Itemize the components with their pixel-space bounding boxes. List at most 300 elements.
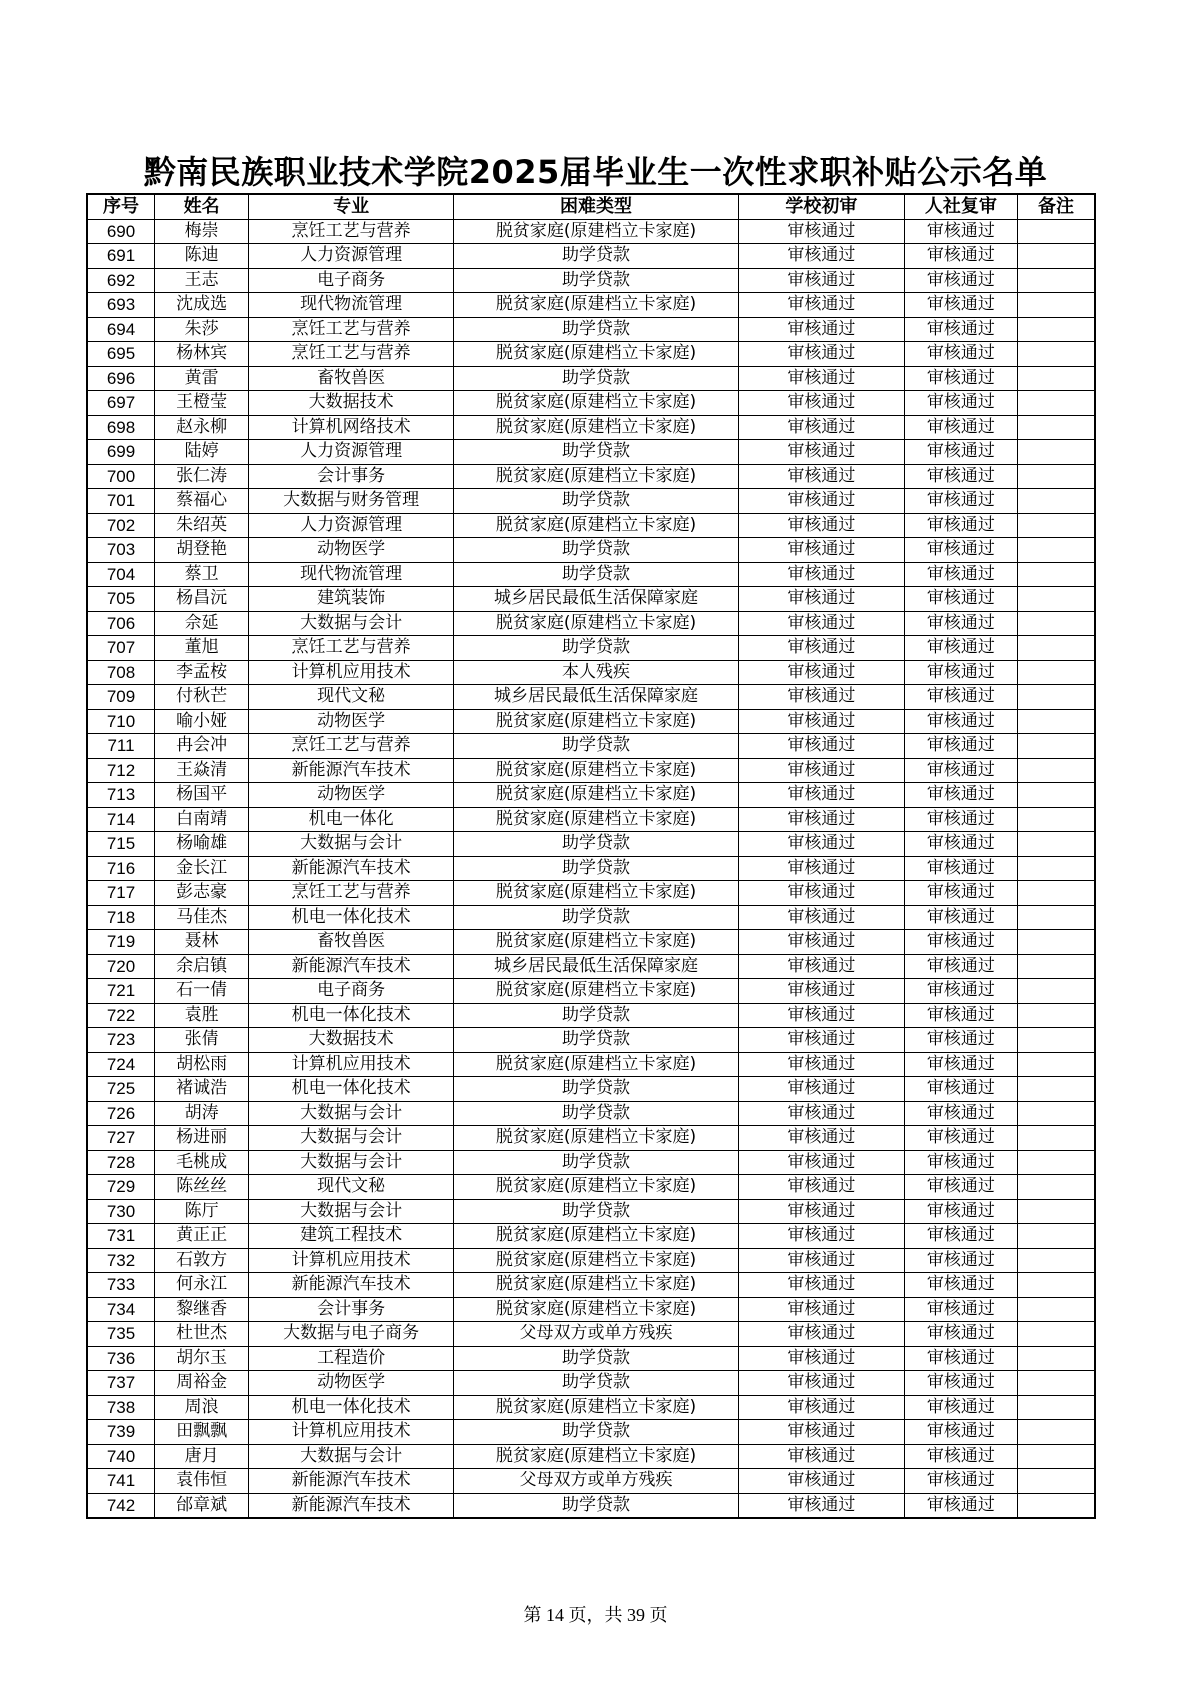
table-row: [87, 1150, 1095, 1175]
row-name: 褚诚浩: [155, 1077, 249, 1102]
row-hr-review: 审核通过: [904, 440, 1017, 465]
table-row: [87, 1101, 1095, 1126]
row-hr-review: 审核通过: [904, 562, 1017, 587]
table-row: [87, 513, 1095, 538]
row-school-review: 审核通过: [738, 636, 904, 661]
row-name: 黎继香: [155, 1297, 249, 1322]
row-index: 718: [87, 905, 155, 930]
row-difficulty-type: 脱贫家庭(原建档立卡家庭): [454, 1273, 739, 1298]
row-hr-review: 审核通过: [904, 1077, 1017, 1102]
row-major: 工程造价: [249, 1346, 454, 1371]
row-difficulty-type: 脱贫家庭(原建档立卡家庭): [454, 1297, 739, 1322]
row-remarks: [1017, 464, 1095, 489]
row-hr-review: 审核通过: [904, 1346, 1017, 1371]
row-index: 711: [87, 734, 155, 759]
row-hr-review: 审核通过: [904, 268, 1017, 293]
table-row: [87, 1199, 1095, 1224]
row-remarks: [1017, 268, 1095, 293]
row-index: 722: [87, 1003, 155, 1028]
row-name: 王志: [155, 268, 249, 293]
row-major: 现代物流管理: [249, 562, 454, 587]
row-remarks: [1017, 293, 1095, 318]
table-row: [87, 905, 1095, 930]
row-remarks: [1017, 1224, 1095, 1249]
row-name: 朱莎: [155, 317, 249, 342]
table-row: [87, 783, 1095, 808]
row-major: 新能源汽车技术: [249, 856, 454, 881]
row-hr-review: 审核通过: [904, 1126, 1017, 1151]
row-major: 大数据与电子商务: [249, 1322, 454, 1347]
row-remarks: [1017, 366, 1095, 391]
table-row: [87, 1028, 1095, 1053]
row-major: 计算机应用技术: [249, 1420, 454, 1445]
row-hr-review: 审核通过: [904, 244, 1017, 269]
row-remarks: [1017, 1175, 1095, 1200]
row-index: 726: [87, 1101, 155, 1126]
row-hr-review: 审核通过: [904, 1273, 1017, 1298]
row-index: 725: [87, 1077, 155, 1102]
row-difficulty-type: 城乡居民最低生活保障家庭: [454, 954, 739, 979]
row-major: 动物医学: [249, 538, 454, 563]
table-row: [87, 587, 1095, 612]
row-remarks: [1017, 1077, 1095, 1102]
row-major: 烹饪工艺与营养: [249, 734, 454, 759]
row-difficulty-type: 脱贫家庭(原建档立卡家庭): [454, 219, 739, 244]
row-major: 大数据与会计: [249, 1126, 454, 1151]
row-index: 730: [87, 1199, 155, 1224]
table-row: [87, 1322, 1095, 1347]
row-school-review: 审核通过: [738, 1175, 904, 1200]
row-name: 白南靖: [155, 807, 249, 832]
row-name: 王焱清: [155, 758, 249, 783]
row-index: 692: [87, 268, 155, 293]
row-major: 大数据与财务管理: [249, 489, 454, 514]
row-name: 朱绍英: [155, 513, 249, 538]
row-major: 烹饪工艺与营养: [249, 342, 454, 367]
table-row: [87, 1248, 1095, 1273]
row-school-review: 审核通过: [738, 1322, 904, 1347]
row-remarks: [1017, 783, 1095, 808]
row-school-review: 审核通过: [738, 832, 904, 857]
row-major: 会计事务: [249, 1297, 454, 1322]
table-row: [87, 709, 1095, 734]
table-row: [87, 1346, 1095, 1371]
row-remarks: [1017, 415, 1095, 440]
row-difficulty-type: 助学贷款: [454, 1346, 739, 1371]
row-remarks: [1017, 342, 1095, 367]
row-difficulty-type: 脱贫家庭(原建档立卡家庭): [454, 979, 739, 1004]
header-name: 姓名: [155, 194, 249, 219]
row-name: 杨林宾: [155, 342, 249, 367]
row-major: 机电一体化技术: [249, 905, 454, 930]
row-major: 人力资源管理: [249, 440, 454, 465]
row-difficulty-type: 助学贷款: [454, 268, 739, 293]
row-school-review: 审核通过: [738, 1101, 904, 1126]
row-major: 新能源汽车技术: [249, 1469, 454, 1494]
row-name: 何永江: [155, 1273, 249, 1298]
row-major: 人力资源管理: [249, 513, 454, 538]
header-difficulty-type: 困难类型: [454, 194, 739, 219]
row-school-review: 审核通过: [738, 979, 904, 1004]
row-name: 张倩: [155, 1028, 249, 1053]
header-major: 专业: [249, 194, 454, 219]
table-row: [87, 415, 1095, 440]
row-major: 新能源汽车技术: [249, 1493, 454, 1518]
row-remarks: [1017, 856, 1095, 881]
row-index: 742: [87, 1493, 155, 1518]
row-major: 烹饪工艺与营养: [249, 317, 454, 342]
row-school-review: 审核通过: [738, 587, 904, 612]
row-major: 机电一体化技术: [249, 1003, 454, 1028]
row-school-review: 审核通过: [738, 734, 904, 759]
table-row: [87, 538, 1095, 563]
row-index: 701: [87, 489, 155, 514]
row-hr-review: 审核通过: [904, 1150, 1017, 1175]
row-remarks: [1017, 1028, 1095, 1053]
row-index: 697: [87, 391, 155, 416]
row-hr-review: 审核通过: [904, 538, 1017, 563]
row-major: 人力资源管理: [249, 244, 454, 269]
row-remarks: [1017, 979, 1095, 1004]
row-difficulty-type: 助学贷款: [454, 856, 739, 881]
row-name: 彭志豪: [155, 881, 249, 906]
row-major: 大数据与会计: [249, 1199, 454, 1224]
row-hr-review: 审核通过: [904, 1199, 1017, 1224]
row-hr-review: 审核通过: [904, 317, 1017, 342]
row-remarks: [1017, 1395, 1095, 1420]
row-hr-review: 审核通过: [904, 1371, 1017, 1396]
row-major: 大数据与会计: [249, 1150, 454, 1175]
row-name: 冉会冲: [155, 734, 249, 759]
row-major: 现代文秘: [249, 685, 454, 710]
row-remarks: [1017, 807, 1095, 832]
row-index: 712: [87, 758, 155, 783]
row-hr-review: 审核通过: [904, 881, 1017, 906]
row-remarks: [1017, 1003, 1095, 1028]
row-major: 现代物流管理: [249, 293, 454, 318]
row-name: 邰章斌: [155, 1493, 249, 1518]
row-difficulty-type: 助学贷款: [454, 1003, 739, 1028]
page-footer: 第 14 页，共 39 页: [523, 1605, 668, 1625]
row-index: 696: [87, 366, 155, 391]
row-major: 计算机应用技术: [249, 1052, 454, 1077]
table-row: [87, 1175, 1095, 1200]
row-index: 693: [87, 293, 155, 318]
row-index: 699: [87, 440, 155, 465]
row-major: 烹饪工艺与营养: [249, 636, 454, 661]
row-school-review: 审核通过: [738, 930, 904, 955]
row-name: 张仁涛: [155, 464, 249, 489]
row-remarks: [1017, 954, 1095, 979]
applicant-table: [86, 193, 1096, 1519]
row-remarks: [1017, 832, 1095, 857]
row-remarks: [1017, 1101, 1095, 1126]
row-index: 704: [87, 562, 155, 587]
row-difficulty-type: 脱贫家庭(原建档立卡家庭): [454, 415, 739, 440]
row-school-review: 审核通过: [738, 1224, 904, 1249]
row-difficulty-type: 脱贫家庭(原建档立卡家庭): [454, 1444, 739, 1469]
row-difficulty-type: 助学贷款: [454, 734, 739, 759]
row-index: 738: [87, 1395, 155, 1420]
row-name: 黄雷: [155, 366, 249, 391]
row-name: 梅崇: [155, 219, 249, 244]
row-hr-review: 审核通过: [904, 685, 1017, 710]
row-remarks: [1017, 1126, 1095, 1151]
row-index: 723: [87, 1028, 155, 1053]
page-title: 黔南民族职业技术学院2025届毕业生一次性求职补贴公示名单: [143, 153, 1048, 191]
row-name: 杨进丽: [155, 1126, 249, 1151]
row-difficulty-type: 脱贫家庭(原建档立卡家庭): [454, 1395, 739, 1420]
row-school-review: 审核通过: [738, 611, 904, 636]
row-index: 714: [87, 807, 155, 832]
row-hr-review: 审核通过: [904, 1395, 1017, 1420]
row-major: 大数据与会计: [249, 1101, 454, 1126]
row-remarks: [1017, 930, 1095, 955]
row-name: 喻小娅: [155, 709, 249, 734]
row-school-review: 审核通过: [738, 1199, 904, 1224]
row-name: 董旭: [155, 636, 249, 661]
row-remarks: [1017, 391, 1095, 416]
row-school-review: 审核通过: [738, 366, 904, 391]
row-hr-review: 审核通过: [904, 979, 1017, 1004]
row-hr-review: 审核通过: [904, 342, 1017, 367]
row-difficulty-type: 脱贫家庭(原建档立卡家庭): [454, 783, 739, 808]
table-row: [87, 464, 1095, 489]
row-school-review: 审核通过: [738, 856, 904, 881]
row-name: 马佳杰: [155, 905, 249, 930]
row-hr-review: 审核通过: [904, 1469, 1017, 1494]
row-remarks: [1017, 1420, 1095, 1445]
row-index: 733: [87, 1273, 155, 1298]
row-index: 705: [87, 587, 155, 612]
row-school-review: 审核通过: [738, 1248, 904, 1273]
row-name: 袁伟恒: [155, 1469, 249, 1494]
row-major: 新能源汽车技术: [249, 758, 454, 783]
row-name: 付秋芒: [155, 685, 249, 710]
row-index: 732: [87, 1248, 155, 1273]
row-difficulty-type: 脱贫家庭(原建档立卡家庭): [454, 881, 739, 906]
row-index: 734: [87, 1297, 155, 1322]
row-remarks: [1017, 489, 1095, 514]
row-school-review: 审核通过: [738, 1371, 904, 1396]
row-major: 烹饪工艺与营养: [249, 219, 454, 244]
row-difficulty-type: 助学贷款: [454, 562, 739, 587]
row-name: 金长江: [155, 856, 249, 881]
row-name: 杜世杰: [155, 1322, 249, 1347]
row-remarks: [1017, 562, 1095, 587]
row-index: 729: [87, 1175, 155, 1200]
row-index: 690: [87, 219, 155, 244]
row-name: 沈成选: [155, 293, 249, 318]
table-row: [87, 856, 1095, 881]
row-school-review: 审核通过: [738, 807, 904, 832]
row-remarks: [1017, 636, 1095, 661]
row-major: 畜牧兽医: [249, 366, 454, 391]
row-major: 大数据技术: [249, 1028, 454, 1053]
row-remarks: [1017, 1322, 1095, 1347]
row-school-review: 审核通过: [738, 562, 904, 587]
row-index: 716: [87, 856, 155, 881]
row-difficulty-type: 脱贫家庭(原建档立卡家庭): [454, 709, 739, 734]
row-name: 佘延: [155, 611, 249, 636]
table-row: [87, 293, 1095, 318]
row-major: 畜牧兽医: [249, 930, 454, 955]
table-row: [87, 954, 1095, 979]
table-row: [87, 1273, 1095, 1298]
row-index: 741: [87, 1469, 155, 1494]
row-remarks: [1017, 1199, 1095, 1224]
row-index: 717: [87, 881, 155, 906]
row-index: 719: [87, 930, 155, 955]
row-difficulty-type: 脱贫家庭(原建档立卡家庭): [454, 1126, 739, 1151]
table-row: [87, 342, 1095, 367]
row-remarks: [1017, 660, 1095, 685]
row-major: 动物医学: [249, 783, 454, 808]
row-school-review: 审核通过: [738, 709, 904, 734]
header-remarks: 备注: [1017, 194, 1095, 219]
row-hr-review: 审核通过: [904, 905, 1017, 930]
row-major: 机电一体化技术: [249, 1077, 454, 1102]
table-row: [87, 562, 1095, 587]
row-name: 蔡福心: [155, 489, 249, 514]
row-school-review: 审核通过: [738, 489, 904, 514]
row-school-review: 审核通过: [738, 268, 904, 293]
row-hr-review: 审核通过: [904, 660, 1017, 685]
row-name: 蔡卫: [155, 562, 249, 587]
row-school-review: 审核通过: [738, 464, 904, 489]
row-hr-review: 审核通过: [904, 1322, 1017, 1347]
table-row: [87, 1052, 1095, 1077]
table-row: [87, 1395, 1095, 1420]
row-school-review: 审核通过: [738, 1297, 904, 1322]
row-difficulty-type: 助学贷款: [454, 1028, 739, 1053]
row-school-review: 审核通过: [738, 342, 904, 367]
row-school-review: 审核通过: [738, 954, 904, 979]
row-name: 杨昌沅: [155, 587, 249, 612]
row-difficulty-type: 助学贷款: [454, 832, 739, 857]
row-difficulty-type: 脱贫家庭(原建档立卡家庭): [454, 1175, 739, 1200]
row-index: 708: [87, 660, 155, 685]
row-school-review: 审核通过: [738, 219, 904, 244]
row-school-review: 审核通过: [738, 391, 904, 416]
row-school-review: 审核通过: [738, 244, 904, 269]
row-remarks: [1017, 1052, 1095, 1077]
table-row: [87, 219, 1095, 244]
row-school-review: 审核通过: [738, 1395, 904, 1420]
table-row: [87, 685, 1095, 710]
row-remarks: [1017, 685, 1095, 710]
row-major: 计算机应用技术: [249, 1248, 454, 1273]
row-difficulty-type: 助学贷款: [454, 1199, 739, 1224]
row-difficulty-type: 父母双方或单方残疾: [454, 1469, 739, 1494]
table-row: [87, 366, 1095, 391]
row-index: 709: [87, 685, 155, 710]
row-remarks: [1017, 317, 1095, 342]
row-remarks: [1017, 440, 1095, 465]
row-difficulty-type: 助学贷款: [454, 1077, 739, 1102]
row-remarks: [1017, 1371, 1095, 1396]
table-header-row: [87, 194, 1095, 219]
row-hr-review: 审核通过: [904, 415, 1017, 440]
row-index: 706: [87, 611, 155, 636]
table-row: [87, 807, 1095, 832]
row-name: 胡松雨: [155, 1052, 249, 1077]
row-index: 727: [87, 1126, 155, 1151]
row-difficulty-type: 本人残疾: [454, 660, 739, 685]
row-difficulty-type: 助学贷款: [454, 244, 739, 269]
row-difficulty-type: 助学贷款: [454, 1420, 739, 1445]
row-difficulty-type: 脱贫家庭(原建档立卡家庭): [454, 1052, 739, 1077]
row-difficulty-type: 脱贫家庭(原建档立卡家庭): [454, 513, 739, 538]
row-remarks: [1017, 1150, 1095, 1175]
table-row: [87, 611, 1095, 636]
row-index: 728: [87, 1150, 155, 1175]
row-name: 陈厅: [155, 1199, 249, 1224]
row-index: 713: [87, 783, 155, 808]
row-hr-review: 审核通过: [904, 1224, 1017, 1249]
row-school-review: 审核通过: [738, 293, 904, 318]
row-remarks: [1017, 881, 1095, 906]
table-row: [87, 832, 1095, 857]
row-index: 702: [87, 513, 155, 538]
row-major: 动物医学: [249, 709, 454, 734]
row-major: 大数据与会计: [249, 1444, 454, 1469]
table-row: [87, 1371, 1095, 1396]
row-hr-review: 审核通过: [904, 1101, 1017, 1126]
row-major: 现代文秘: [249, 1175, 454, 1200]
row-index: 740: [87, 1444, 155, 1469]
row-remarks: [1017, 587, 1095, 612]
table-body: [87, 219, 1095, 1518]
row-index: 736: [87, 1346, 155, 1371]
row-hr-review: 审核通过: [904, 391, 1017, 416]
row-difficulty-type: 助学贷款: [454, 440, 739, 465]
row-school-review: 审核通过: [738, 881, 904, 906]
row-name: 胡尔玉: [155, 1346, 249, 1371]
row-hr-review: 审核通过: [904, 1052, 1017, 1077]
row-index: 721: [87, 979, 155, 1004]
row-major: 电子商务: [249, 979, 454, 1004]
row-major: 新能源汽车技术: [249, 1273, 454, 1298]
row-major: 机电一体化技术: [249, 1395, 454, 1420]
row-name: 袁胜: [155, 1003, 249, 1028]
table-row: [87, 1420, 1095, 1445]
row-remarks: [1017, 611, 1095, 636]
row-school-review: 审核通过: [738, 1493, 904, 1518]
row-school-review: 审核通过: [738, 538, 904, 563]
table-row: [87, 1224, 1095, 1249]
row-school-review: 审核通过: [738, 513, 904, 538]
row-major: 建筑装饰: [249, 587, 454, 612]
row-index: 707: [87, 636, 155, 661]
row-remarks: [1017, 1297, 1095, 1322]
row-major: 建筑工程技术: [249, 1224, 454, 1249]
row-difficulty-type: 脱贫家庭(原建档立卡家庭): [454, 293, 739, 318]
row-hr-review: 审核通过: [904, 1248, 1017, 1273]
row-school-review: 审核通过: [738, 1346, 904, 1371]
row-hr-review: 审核通过: [904, 930, 1017, 955]
row-difficulty-type: 助学贷款: [454, 366, 739, 391]
row-index: 720: [87, 954, 155, 979]
row-name: 胡涛: [155, 1101, 249, 1126]
row-remarks: [1017, 905, 1095, 930]
row-school-review: 审核通过: [738, 758, 904, 783]
row-hr-review: 审核通过: [904, 489, 1017, 514]
row-index: 715: [87, 832, 155, 857]
row-index: 700: [87, 464, 155, 489]
table-row: [87, 268, 1095, 293]
row-hr-review: 审核通过: [904, 464, 1017, 489]
